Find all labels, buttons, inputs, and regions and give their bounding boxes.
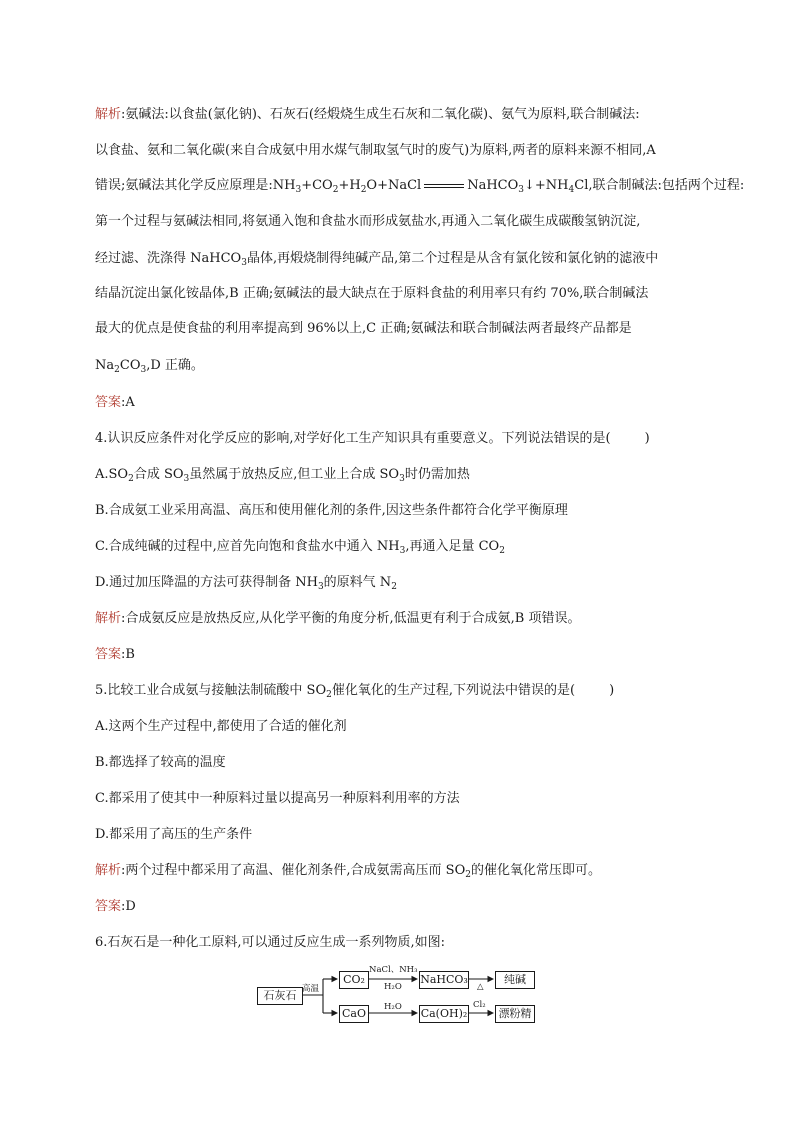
q5-explain: 解析:两个过程中都采用了高温、催化剂条件,合成氨需高压而 $SO_2$的催化氧化常压即可。 [95, 863, 601, 880]
q5-option-b: B.都选择了较高的温度 [95, 755, 226, 770]
q4-answer: 答案:B [95, 647, 135, 662]
heat-delta: △ [477, 982, 484, 992]
bleaching-powder-box: 漂粉精 [495, 1005, 535, 1023]
q3-explain-line-5: 经过滤、洗涤得 NaHCO$_3$晶体,再煅烧制得纯碱产品,第二个过程是从含有氯化铵和氯化钠的滤液中 [95, 251, 659, 268]
q4-option-c: C.合成纯碱的过程中,应首先向饱和食盐水中通入 $NH_3$,再通入足量 $CO_2$ [95, 539, 505, 556]
q3-explain-line-3: 错误;氨碱法其化学反应原理是$:NH_3+CO_2+H_2O+NaCl$ $NaHCO_3↓+NH_4Cl$,联合制碱法:包括两个过程: [95, 178, 745, 195]
q6-stem: 6.石灰石是一种化工原料,可以通过反应生成一系列物质,如图: [95, 935, 446, 950]
q5-answer: 答案:D [95, 899, 136, 914]
cl2-reagent: Cl₂ [473, 1000, 486, 1010]
high-temp-condition: 高温 [302, 984, 320, 994]
h2o-reagent-bottom: H₂O [384, 1002, 402, 1012]
q4-option-a: $A.SO_2$合成 $SO_3$虽然属于放热反应,但工业上合成 $SO_3$时仍需加热 [95, 467, 470, 484]
q5-option-d: D.都采用了高压的生产条件 [95, 827, 253, 842]
equals-sign [424, 184, 464, 188]
q5-option-a: A.这两个生产过程中,都使用了合适的催化剂 [95, 719, 347, 734]
q4-option-d: D.通过加压降温的方法可获得制备 $NH_3$的原料气 $N_2$ [95, 575, 397, 592]
q3-explain-line-4: 第一个过程与氨碱法相同,将氨通入饱和食盐水而形成氨盐水,再通入二氧化碳生成碳酸氢钠沉淀, [95, 214, 641, 229]
answer-label: 答案 [95, 395, 122, 410]
q3-explain-line-6: 结晶沉淀出氯化铵晶体,B 正确;氨碱法的最大缺点在于原料食盐的利用率只有约 70%,联合制碱法 [95, 286, 649, 301]
q3-explain-line-7: 最大的优点是使食盐的利用率提高到 96%以上,C 正确;氨碱法和联合制碱法两者最终产品都是 [95, 321, 632, 336]
q3-explain-line-8: $Na_2CO_3,D$ 正确。 [95, 358, 204, 375]
explain-label: 解析 [95, 107, 122, 122]
caoh2-box: Ca(OH)₂ [419, 1005, 469, 1023]
q5-option-c: C.都采用了使其中一种原料过量以提高另一种原料利用率的方法 [95, 791, 460, 806]
cao-box: CaO [339, 1005, 369, 1023]
q4-stem: 4.认识反应条件对化学反应的影响,对学好化工生产知识具有重要意义。下列说法错误的是( ) [95, 431, 650, 446]
h2o-reagent-top: H₂O [384, 982, 402, 992]
q4-option-b: B.合成氨工业采用高温、高压和使用催化剂的条件,因这些条件都符合化学平衡原理 [95, 503, 568, 518]
q3-explain-line-1: 解析:氨碱法:以食盐(氯化钠)、石灰石(经煅烧生成生石灰和二氧化碳)、氨气为原料,联合制碱法: [95, 107, 640, 122]
soda-ash-box: 纯碱 [495, 971, 535, 989]
reaction-flow-diagram [255, 963, 555, 1027]
q3-answer: 答案:A [95, 395, 135, 410]
co2-box: CO₂ [339, 971, 369, 989]
q5-stem: 5.比较工业合成氨与接触法制硫酸中 $SO_2$催化氧化的生产过程,下列说法中错误的是( ) [95, 683, 615, 700]
nacl-nh3-reagent: NaCl、NH₃ [369, 965, 418, 975]
q4-explain: 解析:合成氨反应是放热反应,从化学平衡的角度分析,低温更有利于合成氨,B 项错误。 [95, 611, 581, 626]
nahco3-box: NaHCO₃ [419, 971, 469, 989]
limestone-box: 石灰石 [257, 987, 303, 1005]
q3-explain-line-2: 以食盐、氨和二氧化碳(来自合成氨中用水煤气制取氢气时的废气)为原料,两者的原料来源不相同,A [95, 143, 656, 158]
